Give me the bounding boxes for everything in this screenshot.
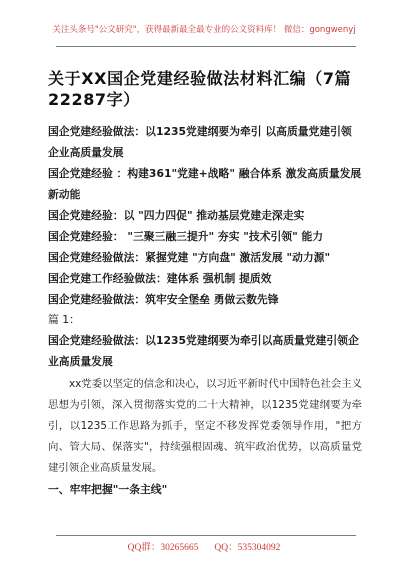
- document-title: 关于XX国企党建经验做法材料汇编（7篇22287字）: [48, 69, 352, 109]
- chapter-heading: 国企党建经验做法：以1235党建纲要为牵引以高质量党建引领企业高质量发展: [48, 334, 359, 368]
- chapter-label: 篇 1：: [48, 313, 80, 326]
- toc-item[interactable]: 国企党建工作经验做法：建体系 强机制 提质效: [48, 272, 272, 285]
- footer: [0, 539, 408, 553]
- toc-item[interactable]: 国企党建经验 ：构建361"党建+战略" 融合体系 激发高质量发展新动能: [48, 167, 362, 201]
- footer-qq: QQ：535304092: [214, 543, 281, 553]
- toc-item[interactable]: 国企党建经验做法：以1235党建纲要为牵引 以高质量党建引领企业高质量发展: [48, 125, 352, 159]
- table-of-contents: [48, 121, 362, 310]
- toc-item[interactable]: 国企党建经验做法：紧握党建 "方向盘" 激活发展 "动力源": [48, 251, 331, 264]
- footer-qq-group: QQ群：30265665: [127, 543, 199, 553]
- toc-item[interactable]: 国企党建经验做法：筑牢安全堡垒 勇做云数先锋: [48, 293, 279, 306]
- document-body: [48, 68, 362, 500]
- section-heading: 一、牢牢把握"一条主线": [48, 483, 168, 496]
- body-paragraph: xx党委以坚定的信念和决心，以习近平新时代中国特色社会主义思想为引领，深入贯彻落实党的二十大精神，以1235党建纲要为牵引，以1235工作思路为抓手，坚定不移发挥党委领导作用，"把方向、管大局、保落实"，持续强根固魂、筑牢政治优势，以高质量党建引领企业高质量发展。: [48, 378, 362, 474]
- footer-divider: [56, 535, 356, 536]
- header-banner: 关注头条号"公文研究"，获得最新最全最专业的公文资料库！ 微信：gongwenyj: [52, 25, 356, 35]
- toc-item[interactable]: 国企党建经验：以 "四力四促" 推动基层党建走深走实: [48, 209, 305, 222]
- toc-item[interactable]: 国企党建经验： "三聚三融三提升" 夯实 "技术引领" 能力: [48, 230, 324, 243]
- header-divider: [56, 46, 356, 47]
